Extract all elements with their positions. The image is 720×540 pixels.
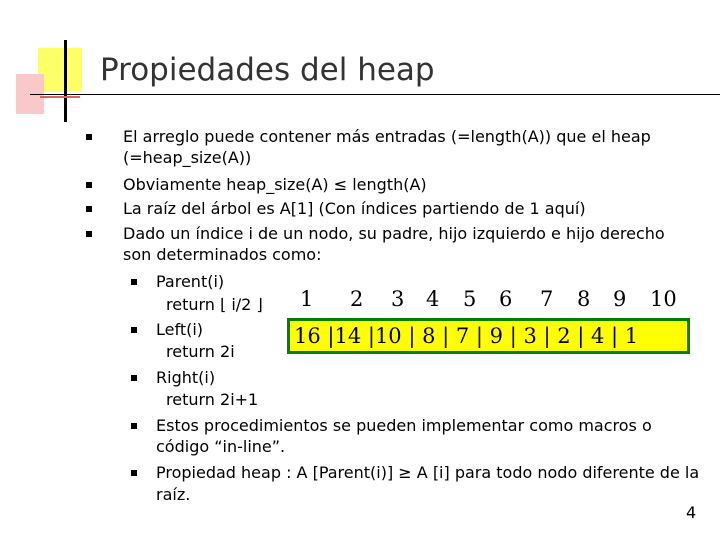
bullet-marker	[86, 231, 92, 237]
decor-red-accent	[40, 96, 80, 98]
bullet-1-line-2: (=heap_size(A))	[123, 148, 252, 167]
left-label: Left(i)	[156, 320, 204, 339]
bullet-3-line-1: La raíz del árbol es A[1] (Con índices partiendo de 1 aquí)	[123, 199, 586, 218]
array-index: 6	[499, 287, 513, 311]
decor-yellow-square	[38, 48, 82, 92]
decor-title-underline	[30, 94, 720, 95]
array-index: 2	[350, 287, 364, 311]
left-body: return 2i	[166, 342, 235, 361]
parent-body: return ⌊ i/2 ⌋	[166, 295, 263, 314]
heap-property-line-1: Propiedad heap : A [Parent(i)] ≥ A [i] para todo nodo diferente de la	[156, 463, 700, 482]
sub-bullet-marker	[131, 279, 137, 285]
sub-bullet-marker	[131, 423, 137, 429]
page-title: Propiedades del heap	[100, 52, 435, 88]
right-label: Right(i)	[156, 368, 216, 387]
array-index: 1	[300, 287, 314, 311]
heap-property-line-2: raíz.	[156, 485, 191, 504]
sub-bullet-marker	[131, 327, 137, 333]
array-index: 4	[426, 287, 440, 311]
decor-vertical-line	[64, 40, 67, 122]
array-index: 8	[577, 287, 591, 311]
macros-line-2: código “in-line”.	[156, 437, 286, 456]
sub-bullet-marker	[131, 375, 137, 381]
bullet-4-line-2: son determinados como:	[123, 245, 322, 264]
parent-label: Parent(i)	[156, 272, 225, 291]
bullet-marker	[86, 206, 92, 212]
heap-array-values: 16 |14 |10 | 8 | 7 | 9 | 3 | 2 | 4 | 1	[294, 324, 639, 348]
bullet-marker	[86, 134, 92, 140]
bullet-2-line-1: Obviamente heap_size(A) ≤ length(A)	[123, 175, 427, 194]
right-body: return 2i+1	[166, 390, 259, 409]
array-index: 10	[650, 287, 677, 311]
bullet-4-line-1: Dado un índice i de un nodo, su padre, hijo izquierdo e hijo derecho	[123, 224, 665, 243]
array-index: 9	[613, 287, 627, 311]
bullet-marker	[86, 182, 92, 188]
bullet-1-line-1: El arreglo puede contener más entradas (=length(A)) que el heap	[123, 127, 651, 146]
array-index: 7	[540, 287, 554, 311]
array-index: 5	[463, 287, 477, 311]
macros-line-1: Estos procedimientos se pueden implementar como macros o	[156, 416, 652, 435]
array-index: 3	[391, 287, 405, 311]
sub-bullet-marker	[131, 470, 137, 476]
page-number: 4	[686, 503, 697, 522]
